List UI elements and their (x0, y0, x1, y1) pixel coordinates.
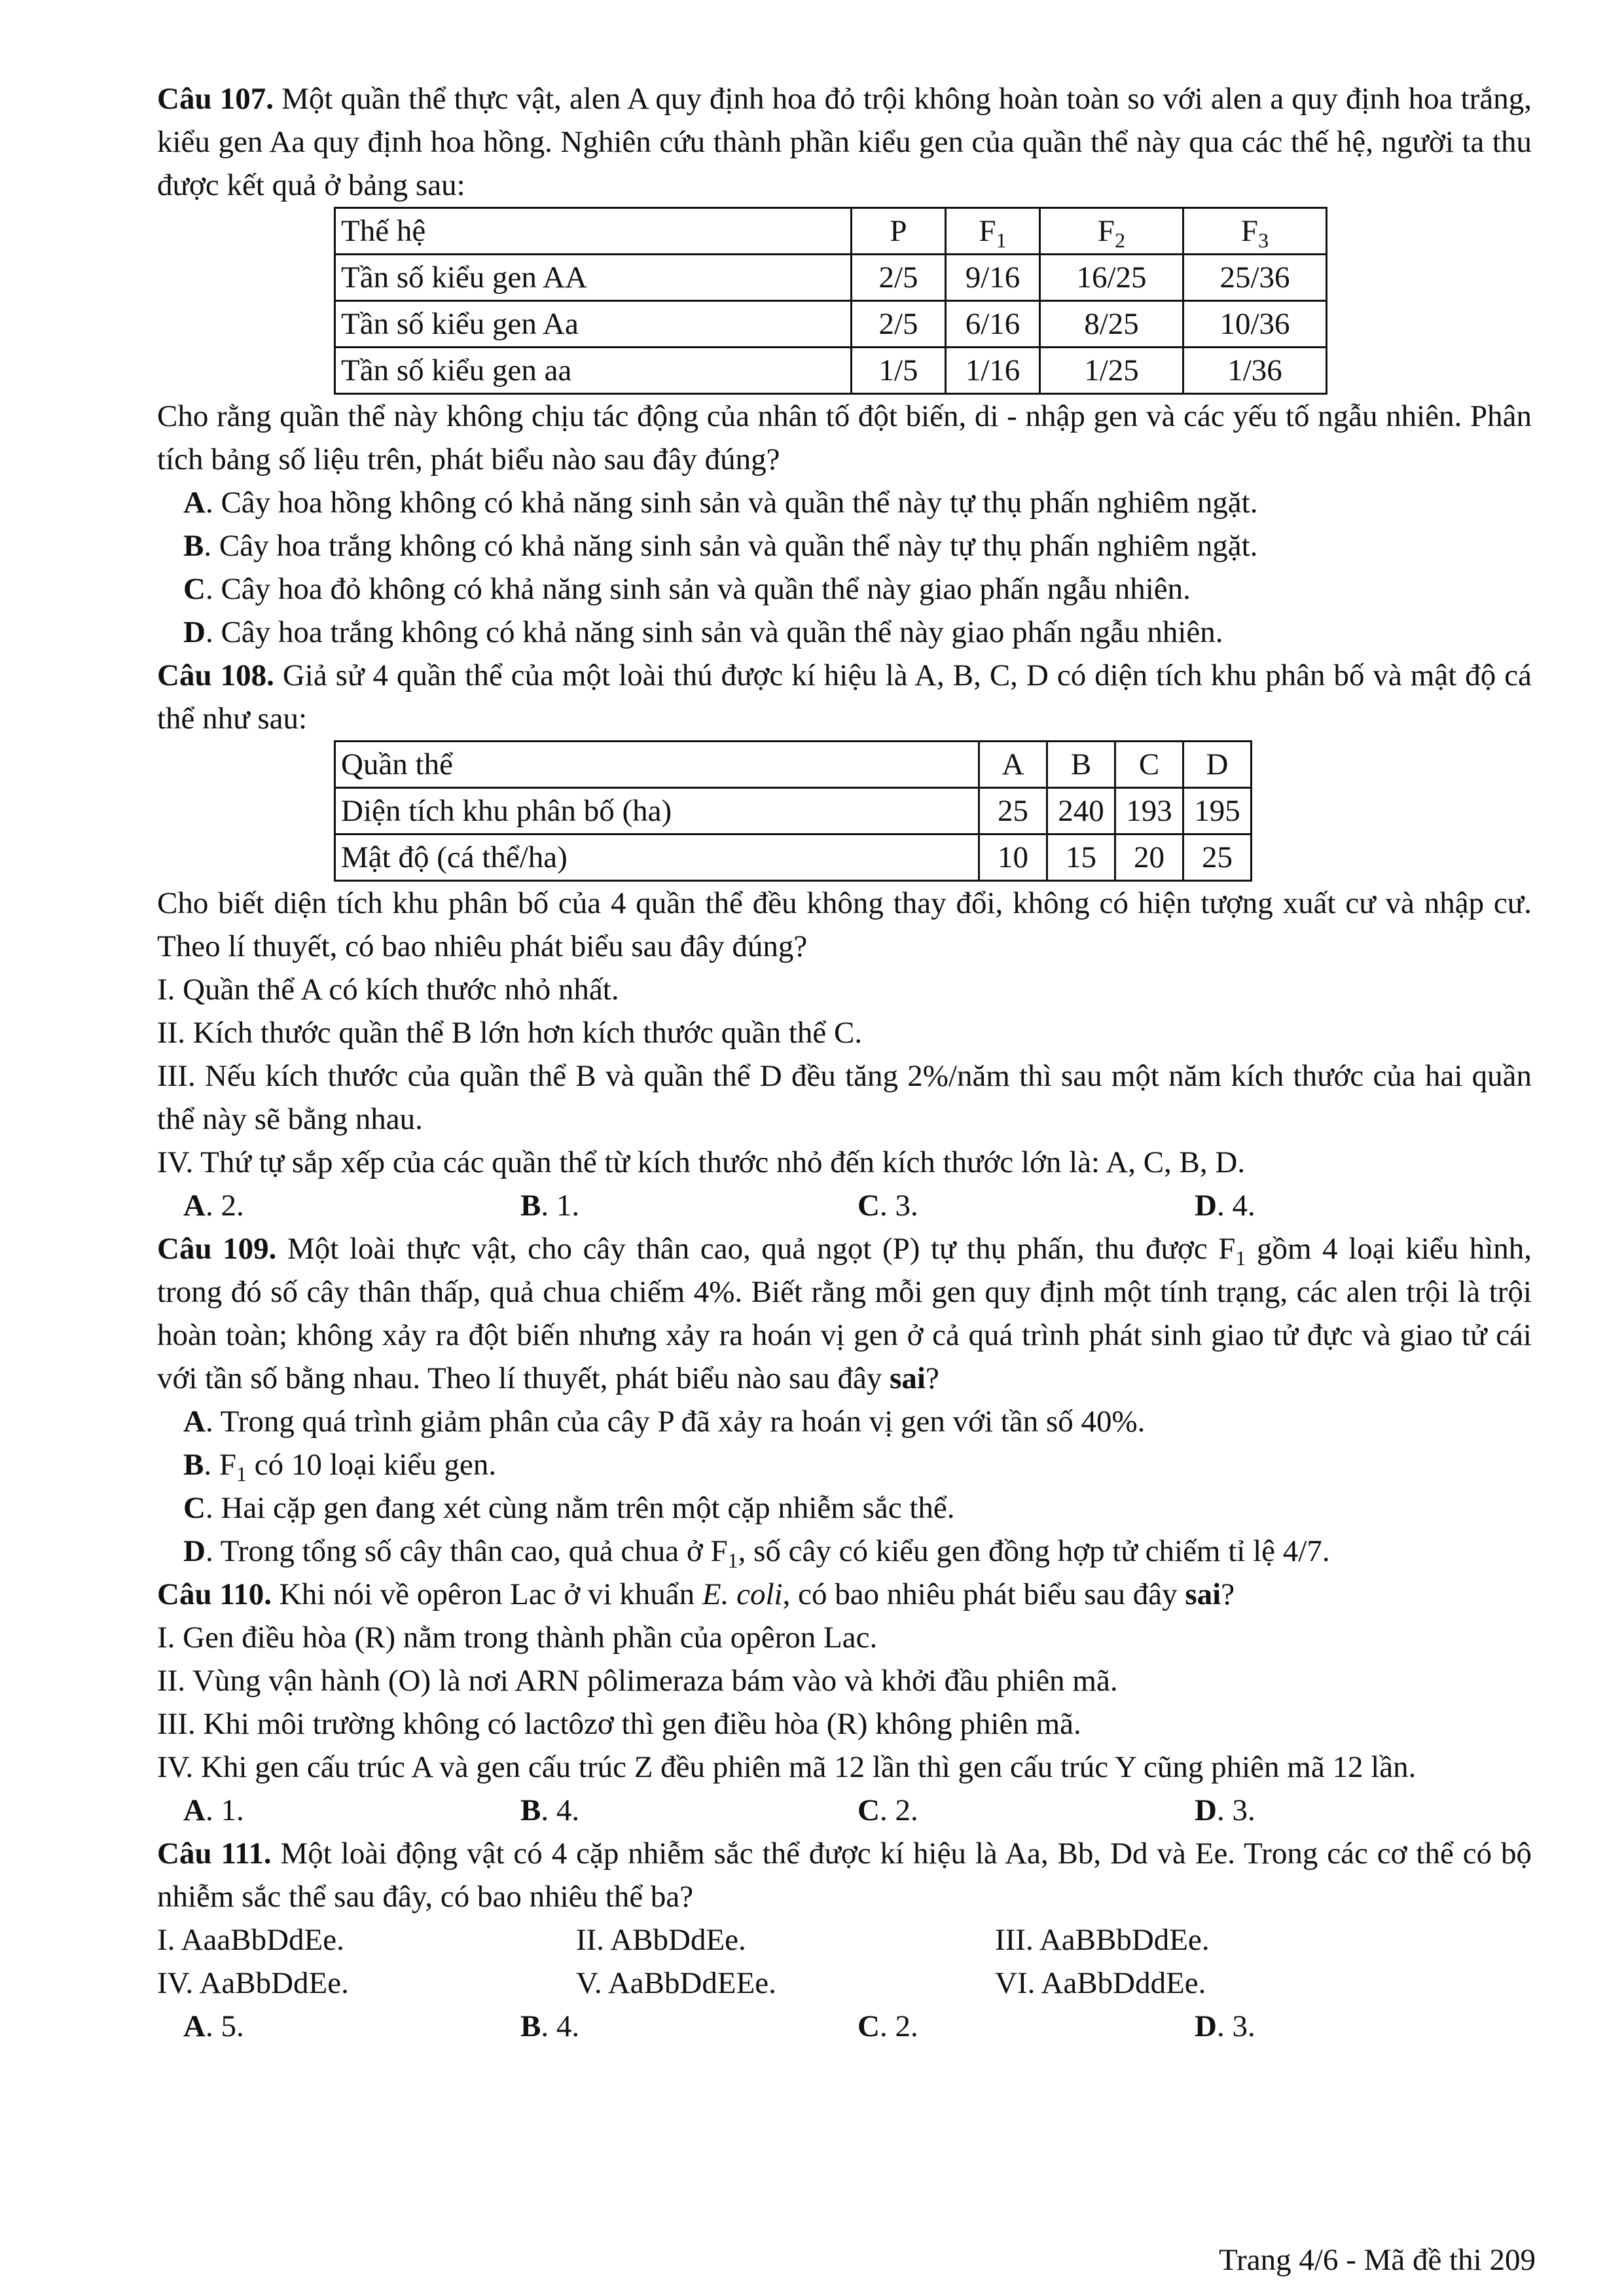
table-row (335, 348, 1327, 394)
answer-row (183, 1789, 1532, 1832)
genotype-row (157, 1918, 1532, 1962)
answer-b[interactable]: B. 4. (520, 1793, 580, 1827)
table-cell: 16/25 (1040, 255, 1183, 301)
table-cell: 25/36 (1183, 255, 1327, 301)
table-cell: 25 (1183, 834, 1252, 881)
table-cell: Tần số kiểu gen AA (335, 255, 852, 301)
question-110 (157, 1573, 1532, 1832)
question-110-intro: Câu 110. Khi nói về opêron Lac ở vi khuẩn E. coli, có bao nhiêu phát biểu sau đây sai? (157, 1577, 1235, 1611)
answer-b[interactable]: B. 4. (520, 2009, 580, 2043)
answer-row (183, 2005, 1532, 2048)
statement: III. Khi môi trường không có lactôzơ thì gen điều hòa (R) không phiên mã. (157, 1707, 1081, 1741)
table-cell: 10 (979, 834, 1047, 881)
table-cell: 2/5 (852, 301, 946, 348)
statement: III. Nếu kích thước của quần thể B và quần thể D đều tăng 2%/năm thì sau một năm kích thước của hai quần thể này sẽ bằng nhau. (157, 1059, 1532, 1136)
option-a[interactable]: A. Trong quá trình giảm phân của cây P đã xảy ra hoán vị gen với tần số 40%. (183, 1405, 1146, 1439)
answer-a[interactable]: A. 1. (183, 1793, 244, 1827)
question-107-intro (157, 77, 1532, 207)
genotype-frequency-table (334, 207, 1327, 395)
table-cell: P (852, 208, 946, 255)
table-row (335, 301, 1327, 348)
question-label: Câu 109. (157, 1232, 277, 1266)
question-109-intro: Câu 109. Một loài thực vật, cho cây thân cao, quả ngọt (P) tự thụ phấn, thu được $F_1$ gồm 4 loại kiểu hình, trong đó số cây thân thấp, quả chua chiếm 4%. Biết rằng mỗi gen quy định một tính trạng, các alen trội là trội hoàn toàn; không xảy ra đột biến nhưng xảy ra hoán vị gen ở cả quá trình phát sinh giao tử đực và giao tử cái với tần số bằng nhau. Theo lí thuyết, phát biểu nào sau đây sai? (157, 1232, 1532, 1395)
table-cell: $F_1$ (946, 208, 1040, 255)
question-label: Câu 110. (157, 1577, 272, 1611)
question-111-intro (157, 1832, 1532, 1918)
table-cell: Tần số kiểu gen Aa (335, 301, 852, 348)
table-cell: 1/25 (1040, 348, 1183, 394)
genotype-item: III. AaBBbDdEe. (995, 1923, 1210, 1957)
table-cell: 9/16 (946, 255, 1040, 301)
answer-b[interactable]: B. 1. (520, 1189, 580, 1223)
table-cell: 195 (1183, 788, 1252, 834)
option-b[interactable]: B. $F_1$ có 10 loại kiểu gen. (183, 1448, 497, 1486)
table-cell: Mật độ (cá thể/ha) (335, 834, 979, 881)
statement: I. Quần thể A có kích thước nhỏ nhất. (157, 973, 619, 1007)
population-table (334, 740, 1252, 882)
answer-a[interactable]: A. 5. (183, 2009, 244, 2043)
genotype-item: IV. AaBbDdEe. (157, 1966, 349, 2000)
table-cell: 20 (1115, 834, 1183, 881)
question-107 (157, 77, 1532, 654)
table-cell: Quần thể (335, 742, 979, 788)
table-cell: C (1115, 742, 1183, 788)
question-text: Một loài động vật có 4 cặp nhiễm sắc thể được kí hiệu là Aa, Bb, Dd và Ee. Trong các cơ thể có bộ nhiễm sắc thể sau đây, có bao nhiêu thể ba? (157, 1837, 1532, 1914)
question-text: Một quần thể thực vật, alen A quy định hoa đỏ trội không hoàn toàn so với alen a quy định hoa trắng, kiểu gen Aa quy định hoa hồng. Nghiên cứu thành phần kiểu gen của quần thể này qua các thế hệ, người ta thu được kết quả ở bảng sau: (157, 82, 1532, 202)
table-cell: 6/16 (946, 301, 1040, 348)
question-label: Câu 108. (157, 658, 274, 692)
genotype-item: V. AaBbDdEEe. (576, 1966, 776, 2000)
table-cell: 1/16 (946, 348, 1040, 394)
table-row (335, 788, 1252, 834)
option-d[interactable]: D. Trong tổng số cây thân cao, quả chua ở $F_1$, số cây có kiểu gen đồng hợp tử chiếm tỉ lệ 4/7. (183, 1534, 1330, 1572)
page-footer: Trang 4/6 - Mã đề thi 209 (1219, 2243, 1536, 2277)
option-a[interactable]: A. Cây hoa hồng không có khả năng sinh sản và quần thể này tự thụ phấn nghiêm ngặt. (183, 486, 1258, 520)
option-d[interactable]: D. Cây hoa trắng không có khả năng sinh sản và quần thể này giao phấn ngẫu nhiên. (183, 615, 1223, 649)
table-row (335, 255, 1327, 301)
table-cell: B (1047, 742, 1115, 788)
table-cell: Diện tích khu phân bố (ha) (335, 788, 979, 834)
statement: I. Gen điều hòa (R) nằm trong thành phần của opêron Lac. (157, 1621, 878, 1655)
answer-d[interactable]: D. 3. (1195, 2009, 1255, 2043)
question-stem: Cho biết diện tích khu phân bố của 4 quần thể đều không thay đổi, không có hiện tượng xuất cư và nhập cư. Theo lí thuyết, có bao nhiêu phát biểu sau đây đúng? (157, 886, 1532, 963)
table-cell: 8/25 (1040, 301, 1183, 348)
table-cell: $F_2$ (1040, 208, 1183, 255)
table-cell: 240 (1047, 788, 1115, 834)
statement: II. Vùng vận hành (O) là nơi ARN pôlimeraza bám vào và khởi đầu phiên mã. (157, 1664, 1118, 1698)
genotype-item: I. AaaBbDdEe. (157, 1923, 344, 1957)
answer-a[interactable]: A. 2. (183, 1189, 244, 1223)
table-cell: 2/5 (852, 255, 946, 301)
table-cell: 15 (1047, 834, 1115, 881)
genotype-item: II. ABbDdEe. (576, 1923, 746, 1957)
answer-c[interactable]: C. 3. (857, 1189, 918, 1223)
table-row (335, 834, 1252, 881)
table-cell: Tần số kiểu gen aa (335, 348, 852, 394)
table-cell: 10/36 (1183, 301, 1327, 348)
option-c[interactable]: C. Cây hoa đỏ không có khả năng sinh sản và quần thể này giao phấn ngẫu nhiên. (183, 572, 1191, 606)
question-108-intro (157, 654, 1532, 740)
answer-d[interactable]: D. 4. (1195, 1189, 1255, 1223)
question-stem: Cho rằng quần thể này không chịu tác động của nhân tố đột biến, di - nhập gen và các yếu tố ngẫu nhiên. Phân tích bảng số liệu trên, phát biểu nào sau đây đúng? (157, 399, 1532, 476)
statement: II. Kích thước quần thể B lớn hơn kích thước quần thể C. (157, 1016, 863, 1050)
question-text: Giả sử 4 quần thể của một loài thú được kí hiệu là A, B, C, D có diện tích khu phân bố và mật độ cá thể như sau: (157, 658, 1532, 736)
question-109 (157, 1227, 1532, 1573)
genotype-item: VI. AaBbDddEe. (995, 1966, 1206, 2000)
option-c[interactable]: C. Hai cặp gen đang xét cùng nằm trên một cặp nhiễm sắc thể. (183, 1491, 955, 1525)
question-108 (157, 654, 1532, 1227)
exam-page (157, 77, 1532, 2048)
question-111 (157, 1832, 1532, 2048)
table-header-row (335, 742, 1252, 788)
table-cell: Thế hệ (335, 208, 852, 255)
answer-c[interactable]: C. 2. (857, 1793, 918, 1827)
table-cell: 193 (1115, 788, 1183, 834)
option-b[interactable]: B. Cây hoa trắng không có khả năng sinh sản và quần thể này tự thụ phấn nghiêm ngặt. (183, 529, 1258, 563)
question-label: Câu 111. (157, 1837, 272, 1871)
answer-c[interactable]: C. 2. (857, 2009, 918, 2043)
table-cell: A (979, 742, 1047, 788)
question-label: Câu 107. (157, 82, 274, 116)
table-cell: 25 (979, 788, 1047, 834)
genotype-row (157, 1962, 1532, 2005)
table-cell: $F_3$ (1183, 208, 1327, 255)
statement: IV. Khi gen cấu trúc A và gen cấu trúc Z đều phiên mã 12 lần thì gen cấu trúc Y cũng phiên mã 12 lần. (157, 1750, 1416, 1784)
table-cell: 1/36 (1183, 348, 1327, 394)
answer-d[interactable]: D. 3. (1195, 1793, 1255, 1827)
table-cell: D (1183, 742, 1252, 788)
table-header-row (335, 208, 1327, 255)
answer-row (183, 1184, 1532, 1227)
table-cell: 1/5 (852, 348, 946, 394)
statement: IV. Thứ tự sắp xếp của các quần thể từ kích thước nhỏ đến kích thước lớn là: A, C, B, D. (157, 1145, 1246, 1179)
